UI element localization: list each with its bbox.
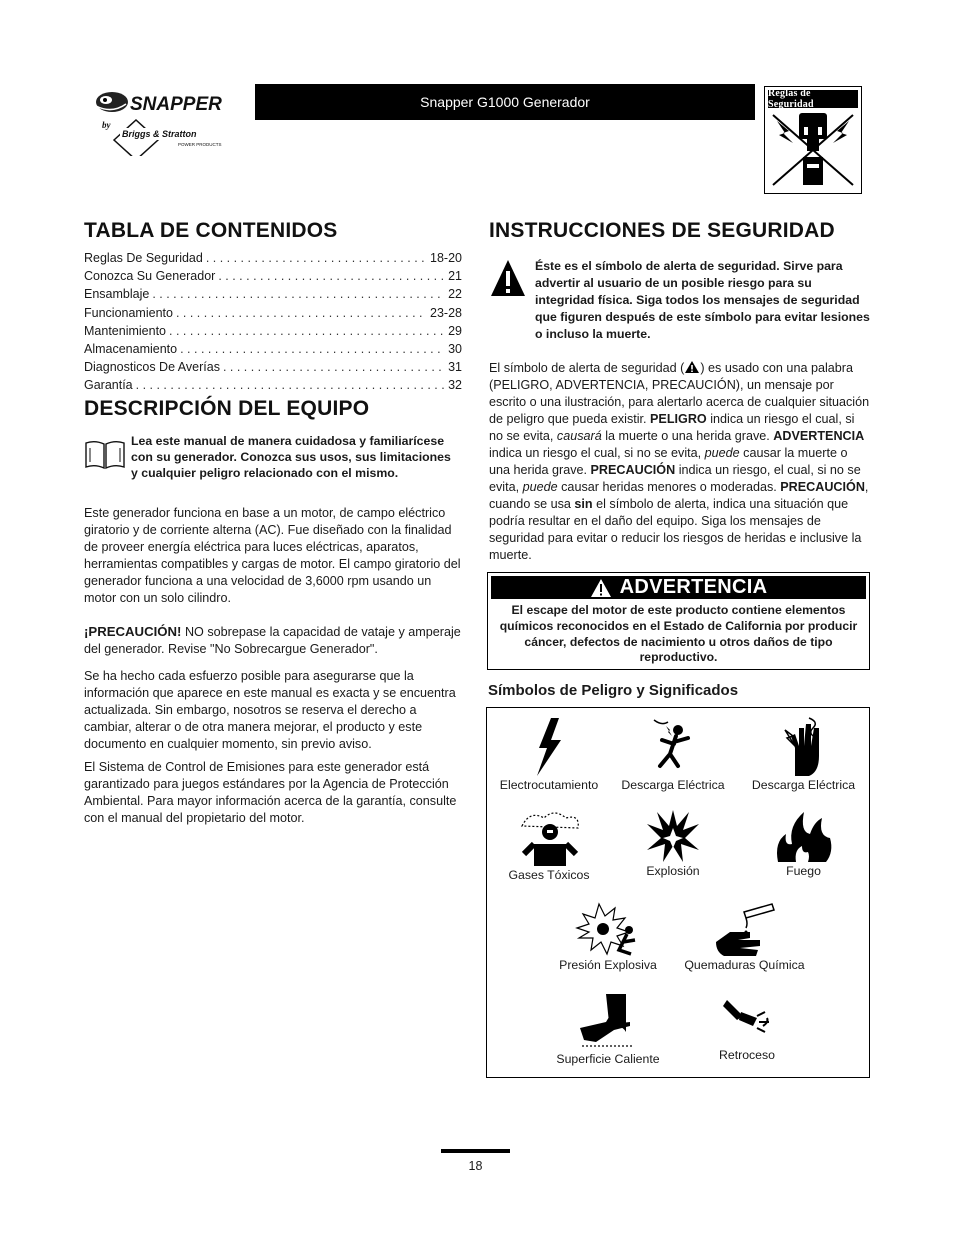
page-number: 18 <box>468 1159 483 1173</box>
toc-entry-page: 22 <box>448 287 462 302</box>
symbol-electric-shock-person: Descarga Eléctrica <box>613 716 733 792</box>
document-title: Snapper G1000 Generador <box>420 94 590 110</box>
toc-entry-page: 29 <box>448 323 462 338</box>
symbol-kickback: Retroceso <box>687 992 807 1062</box>
warning-text: El escape del motor de este producto contiene elementos químicos reconocidos en el Estado de California por producir cáncer, defectos de nacimiento u otros daños de tipo reproductivo. <box>499 603 858 665</box>
lightning-bolt-icon <box>529 716 569 778</box>
toc-entry-title: Mantenimiento <box>84 323 166 338</box>
toc-entry <box>84 376 462 394</box>
safety-alert-description: Éste es el símbolo de alerta de seguridad. Sirve para advertir al usuario de un posible riesgo para su integridad física. Siga todos los mensajes de seguridad que figuren después de este símbolo para evitar lesiones o incluso la muerte. <box>535 259 870 341</box>
manual-intro-notice: Lea este manual de manera cuidadosa y familiarícese con su generador. Conozca sus usos, sus limitaciones y cualquier peligro relacionado con el mismo. <box>131 434 451 481</box>
toc-dot-leader <box>180 340 445 358</box>
document-title-bar <box>255 84 755 120</box>
california-warning-box <box>487 572 870 670</box>
symbol-toxic-gas: Gases Tóxicos <box>493 808 605 882</box>
toc-entry-page: 31 <box>448 360 462 375</box>
toc-dot-leader <box>223 358 445 376</box>
svg-text:Briggs & Stratton: Briggs & Stratton <box>122 129 197 139</box>
toc-entry-title: Reglas De Seguridad <box>84 251 203 265</box>
caution-label: ¡PRECAUCIÓN! <box>84 624 182 639</box>
read-manual-book-icon <box>84 440 126 470</box>
svg-text:POWER PRODUCTS: POWER PRODUCTS <box>178 142 222 147</box>
toc-entry <box>84 267 462 285</box>
toc-dot-leader <box>136 376 445 394</box>
hazard-symbols-heading: Símbolos de Peligro y Significados <box>488 682 739 699</box>
fire-icon <box>774 808 834 864</box>
toc-entry-page: 30 <box>448 341 462 356</box>
safety-rules-label: Reglas de Seguridad <box>768 90 858 108</box>
symbol-explosive-pressure: Presión Explosiva <box>549 902 667 972</box>
warning-triangle-icon <box>590 578 612 598</box>
toc-dot-leader <box>169 322 445 340</box>
toc-entry-title: Conozca Su Generador <box>84 269 216 284</box>
toc-dot-leader <box>176 304 427 322</box>
toc-entry-title: Almacenamiento <box>84 341 178 356</box>
explosion-icon <box>645 808 701 864</box>
toxic-gas-icon <box>514 808 584 868</box>
svg-text:by: by <box>102 120 111 130</box>
inline-alert-triangle-icon <box>684 360 700 374</box>
table-of-contents <box>84 249 462 395</box>
svg-text:SNAPPER: SNAPPER <box>130 94 222 115</box>
toc-entry-title: Ensamblaje <box>84 287 150 302</box>
safety-rules-badge <box>764 86 862 194</box>
caution-text: NO sobrepase la capacidad de vataje y amperaje del generador. Revise "No Sobrecargue Generador". <box>84 625 461 656</box>
symbol-chemical-burn: Quemaduras Química <box>677 902 812 972</box>
symbol-fire: Fuego <box>741 808 866 878</box>
toc-heading: TABLA DE CONTENIDOS <box>84 219 338 242</box>
snapper-logo <box>92 88 252 156</box>
safety-alert-triangle-icon <box>489 258 527 298</box>
chemical-burn-icon <box>710 902 780 958</box>
toc-entry-title: Diagnosticos De Averías <box>84 360 220 375</box>
toc-entry-page: 21 <box>448 269 462 284</box>
emissions-paragraph: El Sistema de Control de Emisiones para este generador está garantizado para juegos estándares por la Agencia de Protección Ambiental. Para mayor información acerca de la garantía, consulte con el manual del propietario del motor. <box>84 760 457 825</box>
accuracy-paragraph: Se ha hecho cada esfuerzo posible para asegurarse que la información que aparece en este manual es exacta y se encuentra actualizada. Sin embargo, nosotros se reserva el derecho a cambiar, alterar o de otra manera mejorar, el producto y este documento en cualquier momento, sin previo aviso. <box>84 669 456 751</box>
falling-person-shock-icon <box>648 716 698 778</box>
snapper-logo-icon <box>92 88 252 156</box>
kickback-icon <box>717 992 777 1048</box>
signal-words-paragraph: El símbolo de alerta de seguridad ( ) es usado con una palabra (PELIGRO, ADVERTENCIA, PRECAUCIÓN), un mensaje por escrito o una ilustración, para alertarlo acerca de cualquier situación de peligro que pueda existir. PELIGRO indica un riesgo el cual, si no se evita, causará la muerte o una herida grave. ADVERTENCIA indica un riesgo el cual, si no se evita, puede causar la muerte o una herida grave. PRECAUCIÓN indica un riesgo, el cual, si no se evita, puede causar heridas menores o moderadas. PRECAUCIÓN, cuando se usa sin el símbolo de alerta, indica una situación que podría resultar en el daño del equipo. Siga los mensajes de seguridad para evitar o reducir los riesgos de heridas e inclusive la muerte. <box>489 361 870 562</box>
toc-entry <box>84 340 462 358</box>
hand-shock-icon <box>779 716 829 778</box>
symbol-explosion: Explosión <box>613 808 733 878</box>
toc-dot-leader <box>152 285 445 303</box>
warning-title: ADVERTENCIA <box>619 576 768 598</box>
symbol-electrocution: Electrocutamiento <box>493 716 605 792</box>
toc-dot-leader <box>206 249 427 267</box>
toc-entry-title: Funcionamiento <box>84 305 173 320</box>
toc-entry <box>84 322 462 340</box>
warning-header <box>491 576 866 599</box>
toc-dot-leader <box>218 267 445 285</box>
symbol-hot-surface: Superficie Caliente <box>549 992 667 1066</box>
hazard-symbols-box <box>486 707 870 1078</box>
toc-entry-title: Garantía <box>84 378 133 393</box>
toc-entry <box>84 304 462 322</box>
toc-entry-page: 18-20 <box>430 251 462 265</box>
safety-instructions-heading: INSTRUCCIONES DE SEGURIDAD <box>489 219 835 242</box>
toc-entry <box>84 285 462 303</box>
toc-entry-page: 23-28 <box>430 305 462 320</box>
symbol-electric-shock-hand: Descarga Eléctrica <box>741 716 866 792</box>
caution-paragraph <box>84 623 464 658</box>
description-heading: DESCRIPCIÓN DEL EQUIPO <box>84 397 370 420</box>
explosive-pressure-icon <box>573 902 643 958</box>
page-number-bar <box>441 1149 510 1153</box>
description-paragraph: Este generador funciona en base a un motor, de campo eléctrico giratorio y de corriente alterna (AC). Fue diseñado con la finalidad de proveer energía eléctrica para luces eléctricas, aparatos, herramientas compatibles y cargas de motor. El campo giratorio del generador funciona a una velocidad de 3,6000 rpm usando un motor con un solo cilindro. <box>84 506 461 605</box>
hot-surface-icon <box>576 992 640 1052</box>
toc-entry <box>84 249 462 267</box>
electric-plug-hazard-icon <box>767 109 859 191</box>
toc-entry <box>84 358 462 376</box>
toc-entry-page: 32 <box>448 378 462 393</box>
